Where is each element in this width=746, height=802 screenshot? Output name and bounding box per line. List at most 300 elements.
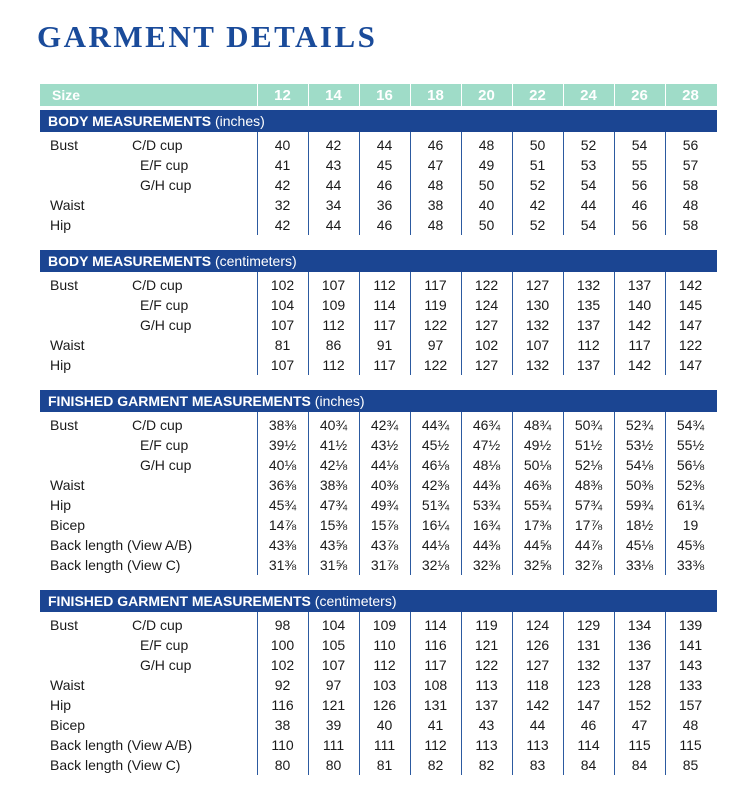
- table-cell: 116: [424, 637, 447, 653]
- column-divider: [665, 272, 666, 375]
- table-cell: 137: [627, 657, 652, 673]
- table-cell: 113: [526, 737, 549, 753]
- size-header-cell: 12: [274, 87, 291, 104]
- measurement-label: Waist: [50, 477, 85, 493]
- table-cell: 39: [325, 717, 342, 733]
- size-header-cell: 24: [580, 87, 597, 104]
- table-cell: 43½: [370, 437, 399, 453]
- table-row: [40, 535, 717, 555]
- table-cell: 80: [274, 757, 291, 773]
- table-cell: 40⅜: [370, 477, 399, 493]
- size-header-cell: 28: [682, 87, 699, 104]
- table-cell: 109: [372, 617, 397, 633]
- table-row: [40, 295, 717, 315]
- table-cell: 36: [376, 197, 393, 213]
- table-cell: 147: [678, 317, 703, 333]
- column-divider: [614, 272, 615, 375]
- column-divider: [308, 612, 309, 775]
- measurement-label: Back length (View C): [50, 757, 181, 773]
- table-cell: 142: [678, 277, 703, 293]
- table-cell: 84: [631, 757, 648, 773]
- table-cell: 61¾: [676, 497, 705, 513]
- size-header-row: [40, 84, 717, 106]
- table-cell: 39½: [268, 437, 297, 453]
- table-cell: 46: [376, 217, 393, 233]
- table-cell: 43: [325, 157, 342, 173]
- table-cell: 48: [682, 717, 699, 733]
- table-cell: 142: [525, 697, 550, 713]
- table-cell: 112: [577, 337, 600, 353]
- size-header-label: Size: [52, 87, 81, 103]
- table-cell: 40: [274, 137, 291, 153]
- column-divider: [461, 412, 462, 575]
- cup-label: E/F cup: [140, 637, 189, 653]
- table-cell: 52⅛: [574, 457, 603, 473]
- table-row: [40, 135, 717, 155]
- table-cell: 43⅝: [319, 537, 348, 553]
- table-cell: 38: [427, 197, 444, 213]
- table-cell: 46: [580, 717, 597, 733]
- column-divider: [563, 612, 564, 775]
- table-cell: 44: [580, 197, 597, 213]
- table-cell: 48: [682, 197, 699, 213]
- table-cell: 85: [682, 757, 699, 773]
- column-divider: [512, 84, 513, 106]
- table-cell: 115: [679, 737, 702, 753]
- table-cell: 18½: [625, 517, 654, 533]
- column-divider: [563, 272, 564, 375]
- column-divider: [308, 272, 309, 375]
- section-body: [40, 412, 717, 575]
- table-cell: 42: [274, 177, 291, 193]
- table-row: [40, 155, 717, 175]
- table-cell: 49½: [523, 437, 552, 453]
- table-cell: 46⅛: [421, 457, 450, 473]
- table-cell: 132: [525, 357, 550, 373]
- column-divider: [665, 132, 666, 235]
- section-body: [40, 612, 717, 775]
- table-cell: 122: [423, 317, 448, 333]
- table-cell: 115: [628, 737, 651, 753]
- table-cell: 55¾: [523, 497, 552, 513]
- table-cell: 114: [577, 737, 600, 753]
- table-cell: 129: [576, 617, 601, 633]
- table-cell: 131: [423, 697, 448, 713]
- table-cell: 41½: [319, 437, 348, 453]
- table-cell: 53¾: [472, 497, 501, 513]
- table-cell: 43⅜: [268, 537, 297, 553]
- size-header-cell: 14: [325, 87, 342, 104]
- section-header: [40, 590, 717, 612]
- column-divider: [614, 412, 615, 575]
- table-cell: 56: [682, 137, 699, 153]
- table-cell: 44⅝: [523, 537, 552, 553]
- measurement-label: Bicep: [50, 717, 86, 733]
- column-divider: [359, 132, 360, 235]
- table-row: [40, 735, 717, 755]
- table-cell: 141: [678, 637, 703, 653]
- cup-label: G/H cup: [140, 457, 192, 473]
- measurement-section: [40, 390, 717, 575]
- measurement-label: Bust: [50, 277, 79, 293]
- table-cell: 41: [427, 717, 444, 733]
- table-cell: 119: [424, 297, 447, 313]
- table-cell: 44⅞: [574, 537, 603, 553]
- table-row: [40, 675, 717, 695]
- table-cell: 127: [474, 317, 499, 333]
- table-cell: 32⅝: [523, 557, 552, 573]
- table-cell: 52: [529, 177, 546, 193]
- table-cell: 97: [325, 677, 342, 693]
- table-cell: 47: [631, 717, 648, 733]
- table-cell: 52: [529, 217, 546, 233]
- measurement-label: Back length (View A/B): [50, 537, 193, 553]
- table-cell: 49: [478, 157, 495, 173]
- table-row: [40, 215, 717, 235]
- table-cell: 14⅞: [268, 517, 297, 533]
- table-cell: 133: [678, 677, 703, 693]
- table-cell: 17⅞: [574, 517, 603, 533]
- measurement-label: Bicep: [50, 517, 86, 533]
- table-row: [40, 475, 717, 495]
- table-cell: 54⅛: [625, 457, 654, 473]
- column-divider: [257, 612, 258, 775]
- measurement-label: Hip: [50, 357, 72, 373]
- column-divider: [308, 412, 309, 575]
- section-unit: (centimeters): [310, 593, 397, 609]
- table-cell: 147: [576, 697, 601, 713]
- table-row: [40, 495, 717, 515]
- column-divider: [563, 412, 564, 575]
- table-cell: 42: [274, 217, 291, 233]
- column-divider: [461, 84, 462, 106]
- table-cell: 143: [678, 657, 703, 673]
- measurement-label: Hip: [50, 497, 72, 513]
- column-divider: [461, 612, 462, 775]
- column-divider: [512, 612, 513, 775]
- table-cell: 119: [475, 617, 498, 633]
- size-header-cell: 16: [376, 87, 393, 104]
- table-cell: 113: [475, 677, 498, 693]
- table-cell: 137: [576, 357, 601, 373]
- table-cell: 53: [580, 157, 597, 173]
- table-cell: 128: [627, 677, 652, 693]
- column-divider: [359, 272, 360, 375]
- table-cell: 127: [474, 357, 499, 373]
- table-row: [40, 315, 717, 335]
- table-cell: 98: [274, 617, 291, 633]
- column-divider: [563, 84, 564, 106]
- column-divider: [410, 612, 411, 775]
- cup-label: C/D cup: [132, 617, 183, 633]
- table-cell: 92: [274, 677, 291, 693]
- table-cell: 17⅜: [523, 517, 552, 533]
- table-cell: 58: [682, 217, 699, 233]
- table-cell: 117: [628, 337, 651, 353]
- table-cell: 86: [325, 337, 342, 353]
- table-cell: 127: [525, 657, 550, 673]
- table-cell: 121: [321, 697, 346, 713]
- table-cell: 32⅜: [472, 557, 501, 573]
- table-cell: 80: [325, 757, 342, 773]
- cup-label: G/H cup: [140, 317, 192, 333]
- table-cell: 50¾: [574, 417, 603, 433]
- table-cell: 117: [424, 277, 447, 293]
- column-divider: [512, 272, 513, 375]
- table-cell: 56⅛: [676, 457, 705, 473]
- column-divider: [410, 132, 411, 235]
- table-cell: 15⅞: [370, 517, 399, 533]
- table-cell: 45½: [421, 437, 450, 453]
- column-divider: [614, 84, 615, 106]
- column-divider: [461, 272, 462, 375]
- table-cell: 123: [576, 677, 601, 693]
- cup-label: E/F cup: [140, 157, 189, 173]
- table-cell: 43: [478, 717, 495, 733]
- table-cell: 41: [274, 157, 291, 173]
- table-cell: 46⅜: [523, 477, 552, 493]
- table-row: [40, 195, 717, 215]
- table-cell: 33⅛: [625, 557, 654, 573]
- table-cell: 44¾: [421, 417, 450, 433]
- table-cell: 110: [373, 637, 396, 653]
- size-header-cell: 18: [427, 87, 444, 104]
- table-cell: 44⅛: [421, 537, 450, 553]
- section-unit: (inches): [310, 393, 365, 409]
- table-cell: 54: [580, 177, 597, 193]
- table-cell: 142: [627, 317, 652, 333]
- table-cell: 31⅜: [268, 557, 297, 573]
- measurement-label: Back length (View C): [50, 557, 181, 573]
- table-cell: 44⅜: [472, 477, 501, 493]
- table-cell: 127: [525, 277, 550, 293]
- table-cell: 45⅛: [625, 537, 654, 553]
- table-cell: 32⅞: [574, 557, 603, 573]
- table-cell: 117: [373, 357, 396, 373]
- table-cell: 139: [678, 617, 703, 633]
- size-header-cell: 26: [631, 87, 648, 104]
- table-row: [40, 435, 717, 455]
- column-divider: [359, 412, 360, 575]
- table-cell: 46¾: [472, 417, 501, 433]
- table-cell: 103: [372, 677, 397, 693]
- section-unit: (centimeters): [211, 253, 297, 269]
- table-row: [40, 275, 717, 295]
- section-header: [40, 250, 717, 272]
- cup-label: C/D cup: [132, 417, 183, 433]
- table-cell: 47½: [472, 437, 501, 453]
- table-cell: 51: [529, 157, 546, 173]
- table-cell: 56: [631, 217, 648, 233]
- table-row: [40, 695, 717, 715]
- table-row: [40, 755, 717, 775]
- table-cell: 157: [678, 697, 703, 713]
- table-cell: 135: [576, 297, 601, 313]
- table-row: [40, 515, 717, 535]
- table-cell: 40⅛: [268, 457, 297, 473]
- table-cell: 46: [427, 137, 444, 153]
- measurement-label: Bust: [50, 417, 79, 433]
- table-cell: 122: [423, 357, 448, 373]
- table-cell: 53½: [625, 437, 654, 453]
- table-cell: 83: [529, 757, 546, 773]
- table-cell: 45¾: [268, 497, 297, 513]
- table-cell: 32: [274, 197, 291, 213]
- table-cell: 36⅜: [268, 477, 297, 493]
- table-cell: 38⅜: [319, 477, 348, 493]
- table-cell: 50⅛: [523, 457, 552, 473]
- column-divider: [665, 612, 666, 775]
- table-cell: 97: [427, 337, 444, 353]
- table-cell: 47¾: [319, 497, 348, 513]
- table-cell: 102: [474, 337, 499, 353]
- section-header: [40, 390, 717, 412]
- table-cell: 91: [376, 337, 393, 353]
- size-header-cell: 22: [529, 87, 546, 104]
- column-divider: [512, 412, 513, 575]
- table-row: [40, 455, 717, 475]
- table-cell: 40: [376, 717, 393, 733]
- table-cell: 145: [678, 297, 703, 313]
- column-divider: [257, 84, 258, 106]
- measurement-label: Bust: [50, 617, 79, 633]
- table-cell: 82: [478, 757, 495, 773]
- table-cell: 111: [373, 737, 396, 753]
- table-cell: 122: [474, 657, 499, 673]
- table-row: [40, 175, 717, 195]
- table-cell: 54: [580, 217, 597, 233]
- measurement-section: [40, 250, 717, 375]
- column-divider: [359, 612, 360, 775]
- table-cell: 50⅜: [625, 477, 654, 493]
- table-cell: 57: [682, 157, 699, 173]
- column-divider: [257, 412, 258, 575]
- table-cell: 113: [475, 737, 498, 753]
- table-cell: 38⅜: [268, 417, 297, 433]
- table-row: [40, 555, 717, 575]
- table-cell: 51½: [574, 437, 603, 453]
- measurement-label: Bust: [50, 137, 79, 153]
- table-cell: 19: [682, 517, 699, 533]
- table-cell: 42⅛: [319, 457, 348, 473]
- table-cell: 124: [474, 297, 499, 313]
- table-cell: 57¾: [574, 497, 603, 513]
- table-cell: 104: [270, 297, 295, 313]
- table-cell: 40: [478, 197, 495, 213]
- table-cell: 137: [474, 697, 499, 713]
- table-cell: 84: [580, 757, 597, 773]
- table-cell: 48⅜: [574, 477, 603, 493]
- table-cell: 48¾: [523, 417, 552, 433]
- measurement-label: Back length (View A/B): [50, 737, 193, 753]
- table-cell: 48: [478, 137, 495, 153]
- section-unit: (inches): [211, 113, 265, 129]
- table-cell: 81: [274, 337, 291, 353]
- table-cell: 16¾: [472, 517, 501, 533]
- table-cell: 55: [631, 157, 648, 173]
- table-cell: 43⅞: [370, 537, 399, 553]
- table-cell: 108: [423, 677, 448, 693]
- table-cell: 104: [321, 617, 346, 633]
- column-divider: [614, 132, 615, 235]
- section-title: BODY MEASUREMENTS: [48, 113, 212, 129]
- table-cell: 122: [474, 277, 499, 293]
- table-cell: 117: [424, 657, 447, 673]
- table-cell: 48: [427, 177, 444, 193]
- table-row: [40, 415, 717, 435]
- cup-label: C/D cup: [132, 137, 183, 153]
- table-cell: 48⅛: [472, 457, 501, 473]
- measurement-label: Waist: [50, 337, 85, 353]
- size-header-cell: 20: [478, 87, 495, 104]
- column-divider: [308, 84, 309, 106]
- table-cell: 134: [627, 617, 652, 633]
- cup-label: G/H cup: [140, 177, 192, 193]
- table-cell: 40¾: [319, 417, 348, 433]
- table-cell: 100: [270, 637, 295, 653]
- column-divider: [665, 412, 666, 575]
- table-row: [40, 355, 717, 375]
- table-cell: 147: [678, 357, 703, 373]
- table-cell: 107: [270, 317, 295, 333]
- table-cell: 102: [270, 277, 295, 293]
- column-divider: [512, 132, 513, 235]
- column-divider: [614, 612, 615, 775]
- table-cell: 31⅝: [319, 557, 348, 573]
- column-divider: [257, 272, 258, 375]
- page-title: GARMENT DETAILS: [37, 19, 378, 54]
- section-body: [40, 132, 717, 235]
- table-cell: 44⅜: [472, 537, 501, 553]
- table-cell: 45: [376, 157, 393, 173]
- table-cell: 49¾: [370, 497, 399, 513]
- table-cell: 32⅛: [421, 557, 450, 573]
- table-cell: 50: [529, 137, 546, 153]
- table-cell: 44: [325, 177, 342, 193]
- table-row: [40, 655, 717, 675]
- table-cell: 140: [627, 297, 652, 313]
- table-cell: 56: [631, 177, 648, 193]
- table-cell: 54¾: [676, 417, 705, 433]
- column-divider: [410, 412, 411, 575]
- measurement-label: Hip: [50, 217, 72, 233]
- table-cell: 107: [525, 337, 550, 353]
- table-cell: 45⅜: [676, 537, 705, 553]
- table-cell: 116: [271, 697, 294, 713]
- table-cell: 136: [627, 637, 652, 653]
- table-cell: 131: [576, 637, 601, 653]
- table-cell: 42¾: [370, 417, 399, 433]
- table-cell: 52⅜: [676, 477, 705, 493]
- table-cell: 107: [321, 277, 346, 293]
- table-cell: 44: [529, 717, 546, 733]
- table-cell: 46: [631, 197, 648, 213]
- table-cell: 137: [576, 317, 601, 333]
- column-divider: [308, 132, 309, 235]
- table-cell: 44: [325, 217, 342, 233]
- table-cell: 16¼: [421, 517, 450, 533]
- table-cell: 137: [627, 277, 652, 293]
- table-cell: 112: [373, 277, 396, 293]
- table-cell: 42: [325, 137, 342, 153]
- table-cell: 46: [376, 177, 393, 193]
- table-cell: 34: [325, 197, 342, 213]
- section-header: [40, 110, 717, 132]
- column-divider: [410, 84, 411, 106]
- table-cell: 132: [576, 657, 601, 673]
- table-cell: 55½: [676, 437, 705, 453]
- measurement-section: [40, 590, 717, 775]
